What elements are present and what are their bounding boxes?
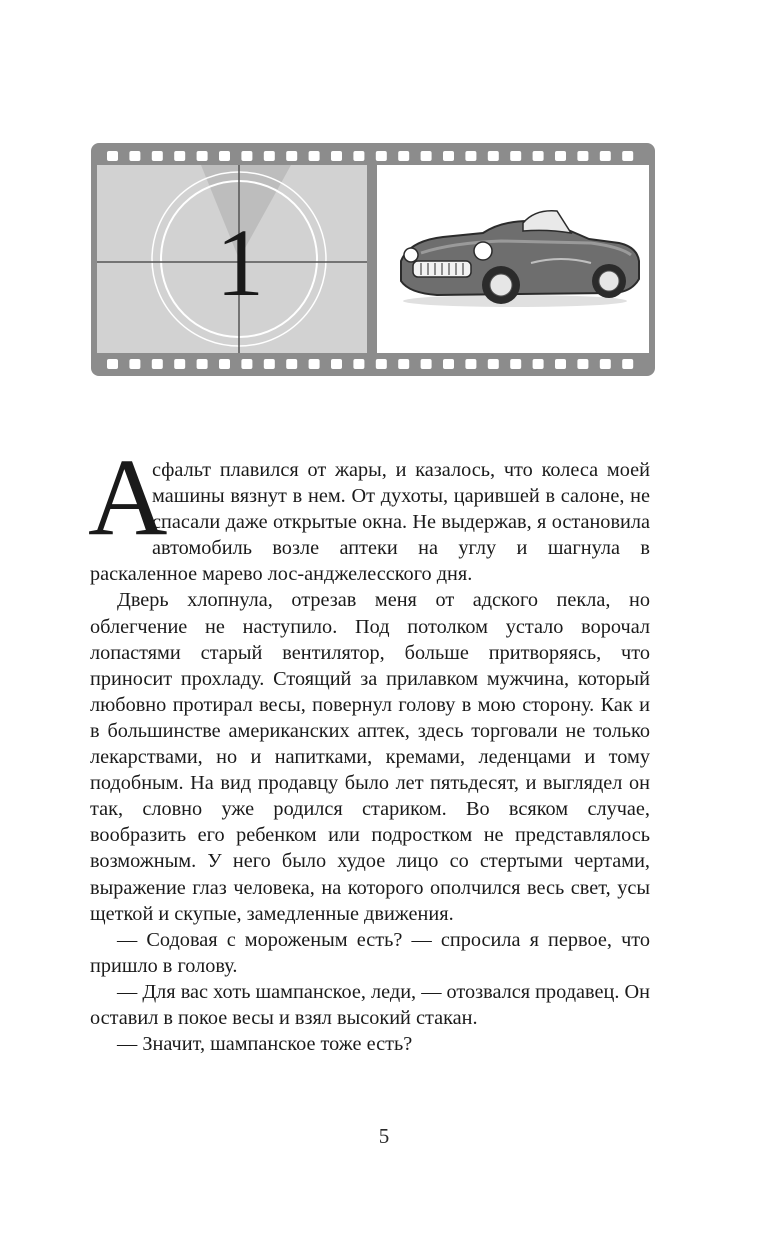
sprocket-hole: [465, 359, 476, 369]
page-number: 5: [378, 1124, 390, 1148]
sprocket-hole: [465, 151, 476, 161]
drop-cap: А: [88, 436, 168, 558]
paragraph-3: — Содовая с мороженым есть? — спросила я первое, что пришло в голову.: [90, 928, 650, 977]
sprocket-hole: [398, 151, 409, 161]
sprocket-hole: [398, 359, 409, 369]
sprocket-hole: [286, 359, 297, 369]
paragraph-1: А сфальт плавился от жары, и казалось, что колеса моей машины вязнут в нем. От духоты, царившей в салоне, не спасали даже открытые окна. Не выдержав, я остановила автомобиль возле аптеки на углу и шагнула в раскаленное марево лос-анджелесского дня.: [88, 436, 650, 586]
sprocket-hole: [510, 359, 521, 369]
sprocket-hole: [488, 359, 499, 369]
sprocket-hole: [174, 359, 185, 369]
sprocket-hole: [443, 151, 454, 161]
sprocket-hole: [488, 151, 499, 161]
sprocket-hole: [555, 359, 566, 369]
sprocket-hole: [533, 359, 544, 369]
sprocket-hole: [533, 151, 544, 161]
sprocket-hole: [264, 151, 275, 161]
film-strip-illustration: [91, 143, 655, 376]
sprocket-hole: [152, 151, 163, 161]
sprocket-hole: [309, 151, 320, 161]
sprocket-hole: [622, 359, 633, 369]
sprocket-hole: [600, 151, 611, 161]
sprocket-hole: [353, 151, 364, 161]
sprocket-hole: [353, 359, 364, 369]
sprocket-hole: [197, 151, 208, 161]
sprocket-hole: [510, 151, 521, 161]
sprocket-hole: [241, 151, 252, 161]
countdown-frame: [97, 165, 367, 353]
sprocket-hole: [129, 359, 140, 369]
sprocket-hole: [577, 359, 588, 369]
paragraph-5: — Значит, шампанское тоже есть?: [117, 1033, 413, 1056]
sprocket-hole: [622, 151, 633, 161]
paragraph-2: Дверь хлопнула, отрезав меня от адского пекла, но облегчение не наступило. Под потолком устало ворочал лопастями старый вентилятор, больше притворяясь, что приносит прохладу. Стоящий за прилавком мужчина, который любовно протирал весы, повернул голову в мою сторону. Как и в большинстве американских аптек, здесь торговали не только лекарствами, но и напитками, кремами, леденцами и тому подобным. На вид продавцу было лет пятьдесят, и выглядел он так, словно уже родился стариком. Во всяком случае, вообразить его ребенком или подростком не представлялось возможным. У него было худое лицо со стертыми чертами, выражение глаз человека, на которого ополчился весь свет, усы щеткой и скупые, замедленные движения.: [90, 589, 650, 925]
sprocket-hole: [219, 359, 230, 369]
sprocket-hole: [107, 151, 118, 161]
countdown-number: 1: [216, 209, 264, 316]
sprocket-hole: [219, 151, 230, 161]
car-frame: [377, 165, 649, 353]
sprocket-hole: [174, 151, 185, 161]
sprocket-hole: [241, 359, 252, 369]
sprocket-hole: [421, 151, 432, 161]
sprocket-hole: [421, 359, 432, 369]
sprocket-hole: [107, 359, 118, 369]
sprocket-hole: [600, 359, 611, 369]
sprocket-hole: [376, 359, 387, 369]
sprocket-hole: [331, 359, 342, 369]
paragraph-4: — Для вас хоть шампанское, леди, — отозвался продавец. Он оставил в покое весы и взял высокий стакан.: [90, 980, 651, 1029]
sprocket-hole: [376, 151, 387, 161]
chapter-text: [88, 436, 651, 1057]
sprocket-hole: [129, 151, 140, 161]
sprocket-hole: [443, 359, 454, 369]
sprocket-hole: [577, 151, 588, 161]
sprocket-hole: [286, 151, 297, 161]
sprocket-hole: [309, 359, 320, 369]
sprocket-hole: [197, 359, 208, 369]
sprocket-hole: [331, 151, 342, 161]
sprocket-hole: [264, 359, 275, 369]
sprocket-hole: [152, 359, 163, 369]
sprocket-hole: [555, 151, 566, 161]
